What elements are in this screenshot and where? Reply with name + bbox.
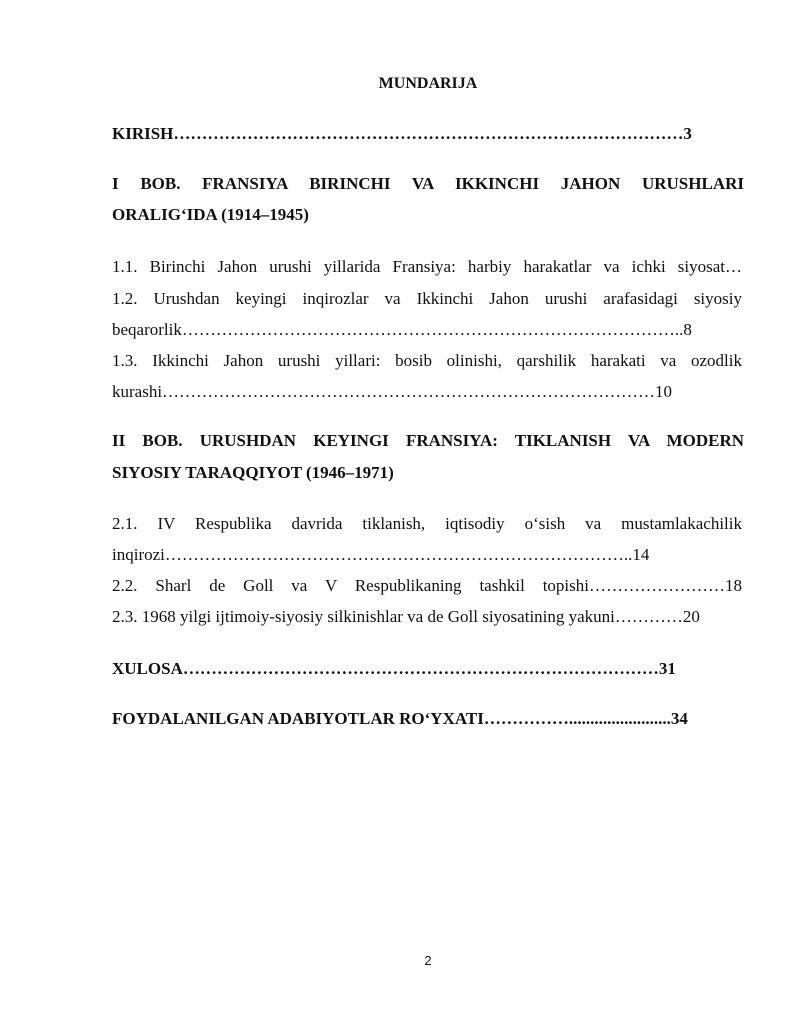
toc-entry-2-1-line-2: inqirozi………………………………………………………………………..14 [112,545,650,564]
toc-entry-2-1-line-1: 2.1. IV Respublika davrida tiklanish, iqtisodiy o‘sish va mustamlakachilik [112,514,742,533]
toc-title: MUNDARIJA [378,75,478,92]
chapter-1-title-line-2: ORALIG‘IDA (1914–1945) [112,205,309,224]
toc-entry-adabiyotlar: FOYDALANILGAN ADABIYOTLAR RO‘YXATI……………........................34 [112,709,688,728]
chapter-1-title-line-1: I BOB. FRANSIYA BIRINCHI VA IKKINCHI JAHON URUSHLARI [112,174,744,193]
toc-entry-2-2: 2.2. Sharl de Goll va V Respublikaning tashkil topishi……………………18 [112,576,742,595]
chapter-2-title-line-1: II BOB. URUSHDAN KEYINGI FRANSIYA: TIKLANISH VA MODERN [112,431,744,450]
toc-entry-1-2-line-1: 1.2. Urushdan keyingi inqirozlar va Ikkinchi Jahon urushi arafasidagi siyosiy [112,289,742,308]
page-number: 2 [424,953,432,968]
toc-entry-kirish: KIRISH………………………………………………………………………………3 [112,124,692,143]
toc-entry-1-3-line-1: 1.3. Ikkinchi Jahon urushi yillari: bosib olinishi, qarshilik harakati va ozodlik [112,351,742,370]
toc-entry-xulosa: XULOSA…………………………………………………………………………31 [112,659,676,678]
toc-entry-1-3-line-2: kurashi……………………………………………………………………………10 [112,382,673,401]
toc-entry-1-1: 1.1. Birinchi Jahon urushi yillarida Fransiya: harbiy harakatlar va ichki siyosat… [112,257,742,276]
toc-entry-2-3: 2.3. 1968 yilgi ijtimoiy-siyosiy silkinishlar va de Goll siyosatining yakuni…………20 [112,607,700,626]
toc-entry-1-2-line-2: beqarorlik……………………………………………………………………………..8 [112,320,692,339]
chapter-2-title-line-2: SIYOSIY TARAQQIYOT (1946–1971) [112,463,394,482]
